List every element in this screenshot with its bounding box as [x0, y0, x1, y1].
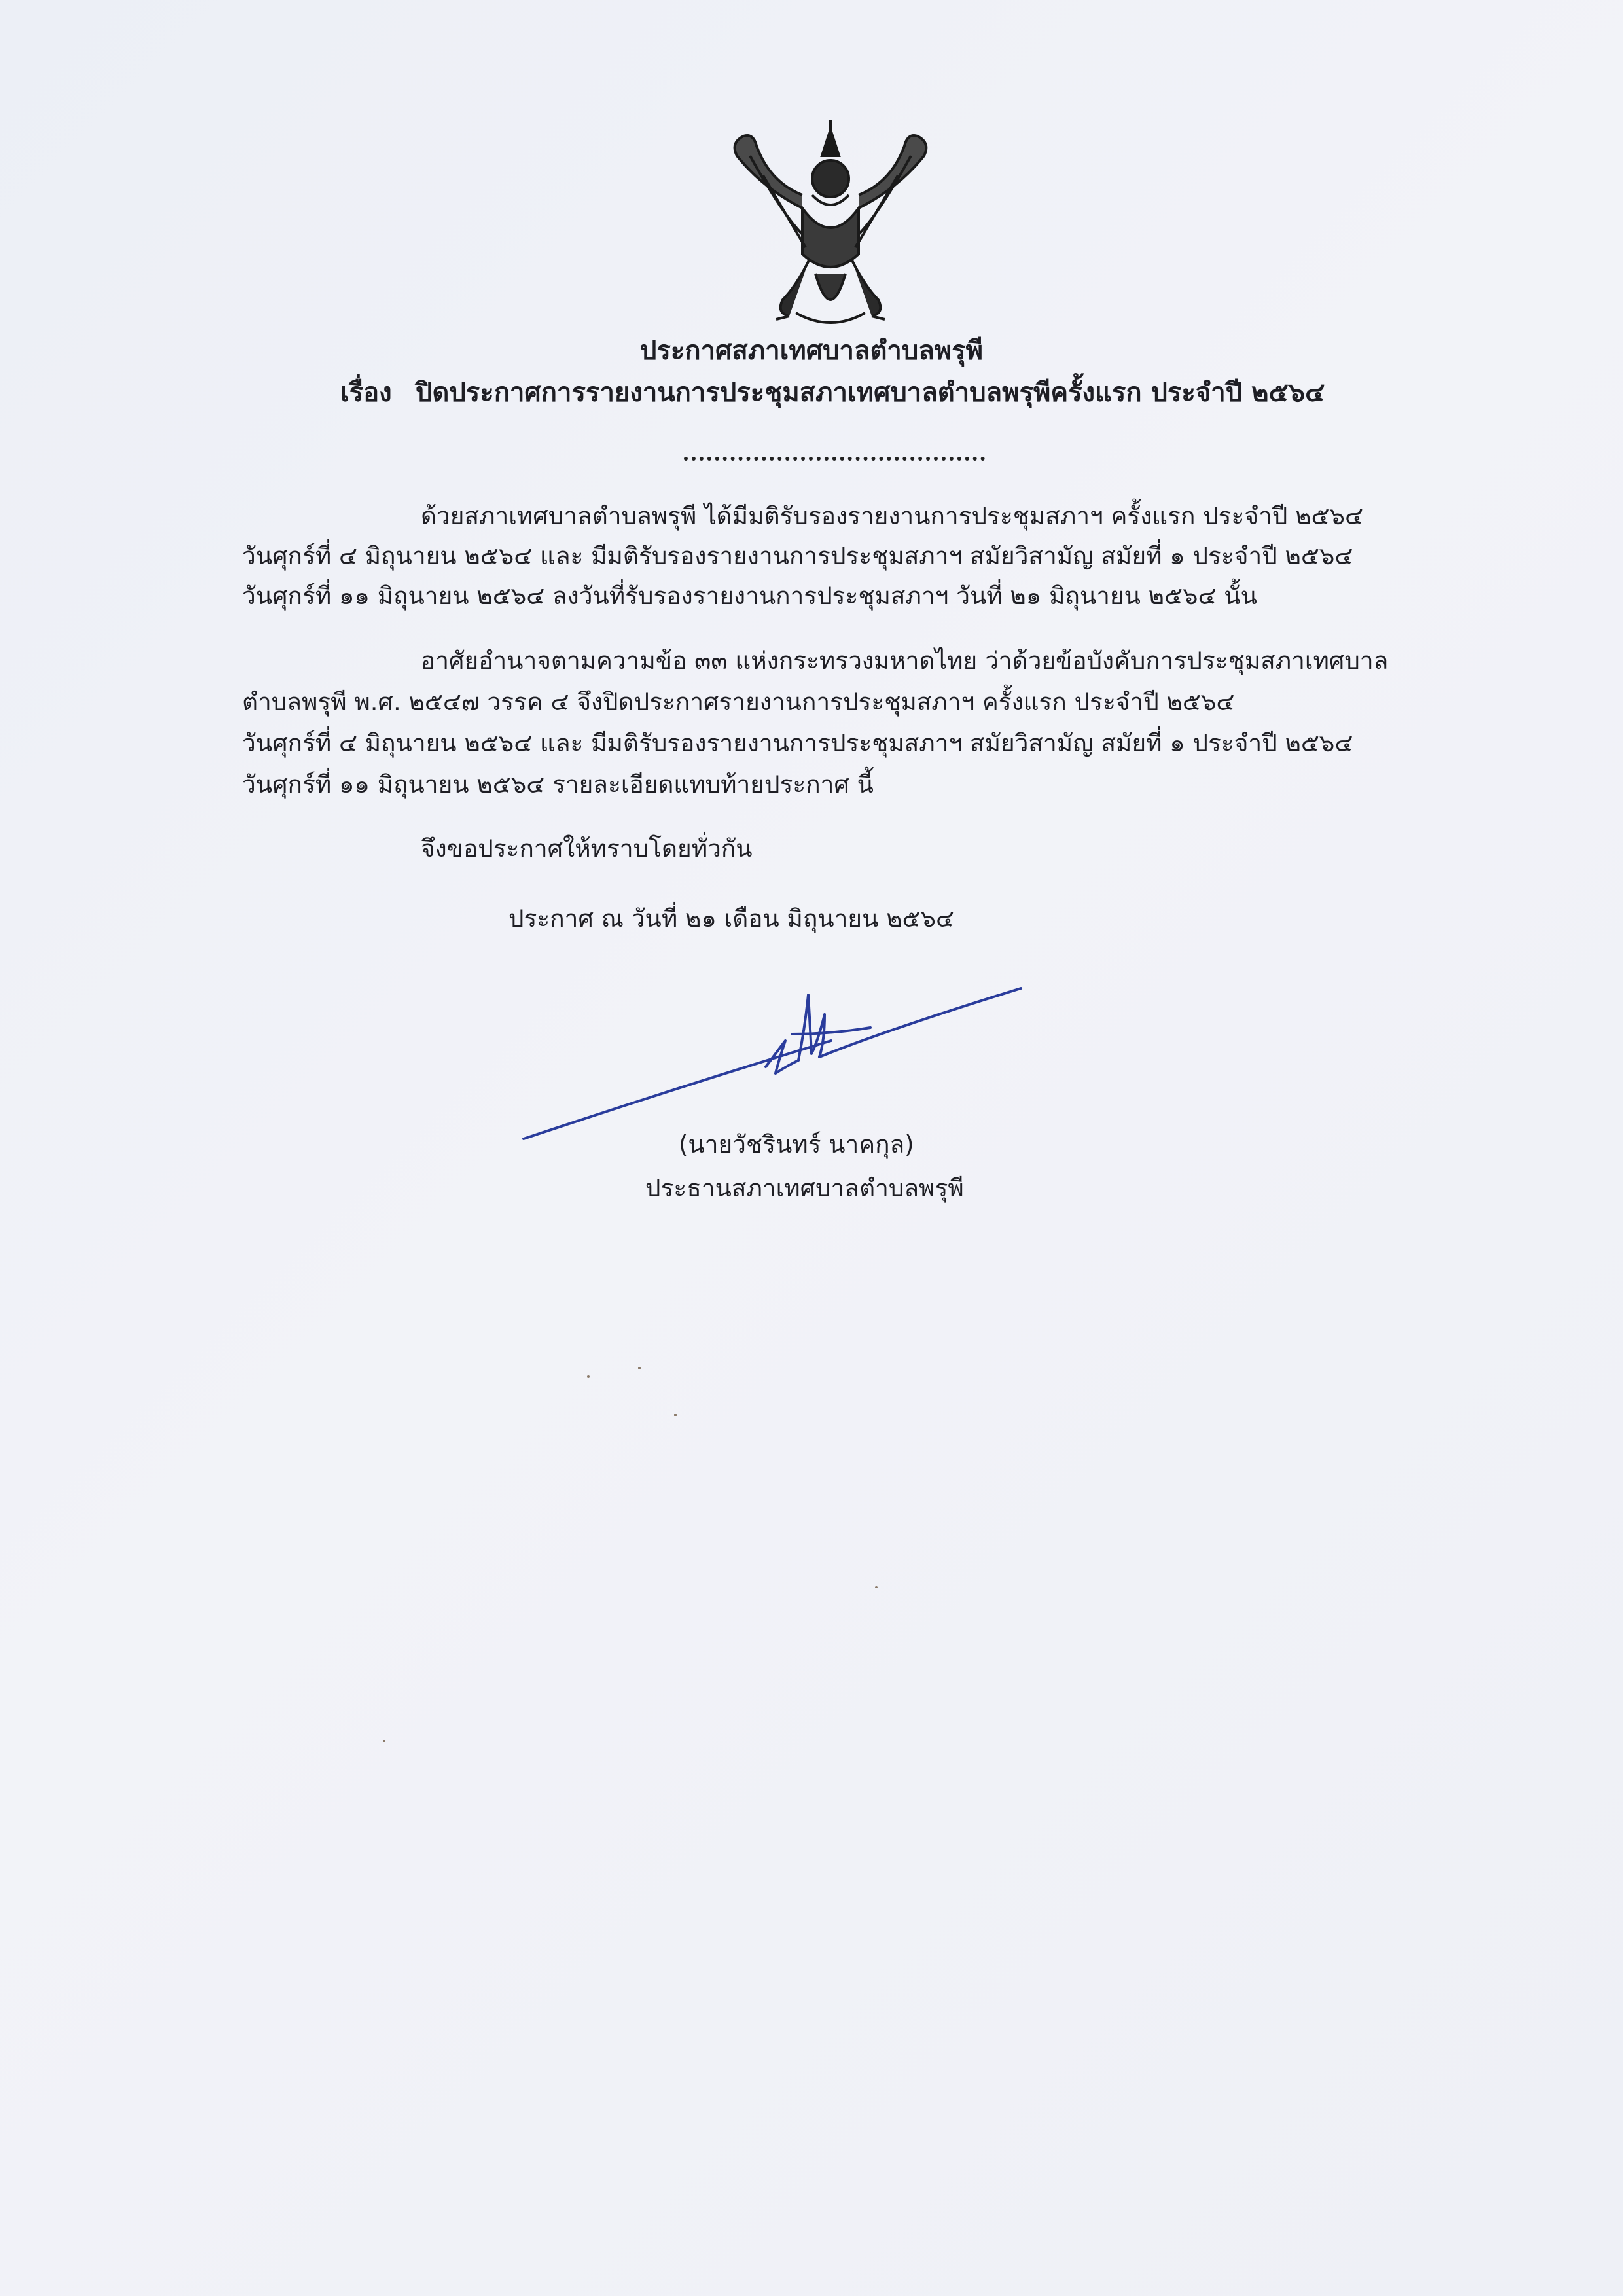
date-line: ประกาศ ณ วันที่ ๒๑ เดือน มิถุนายน ๒๕๖๔ — [508, 905, 955, 933]
paragraph1-line3: วันศุกร์ที่ ๑๑ มิถุนายน ๒๕๖๔ ลงวันที่รับรองรายงานการประชุมสภาฯ วันที่ ๒๑ มิถุนายน ๒๕๖๔ นั้น — [242, 582, 1257, 610]
signature — [517, 969, 1027, 1152]
scan-speck — [674, 1414, 677, 1416]
scan-speck — [875, 1586, 878, 1588]
paragraph1-line1: ด้วยสภาเทศบาลตำบลพรุพี ได้มีมติรับรองรายงานการประชุมสภาฯ ครั้งแรก ประจำปี ๒๕๖๔ — [421, 502, 1363, 530]
separator-dots — [684, 452, 985, 461]
paragraph1-line2: วันศุกร์ที่ ๔ มิถุนายน ๒๕๖๔ และ มีมติรับรองรายงานการประชุมสภาฯ สมัยวิสามัญ สมัยที่ ๑ ประจำปี ๒๕๖๔ — [242, 542, 1353, 570]
paragraph2-line3: วันศุกร์ที่ ๔ มิถุนายน ๒๕๖๔ และ มีมติรับรองรายงานการประชุมสภาฯ สมัยวิสามัญ สมัยที่ ๑ ประจำปี ๒๕๖๔ — [242, 729, 1353, 757]
scan-speck — [383, 1740, 385, 1742]
paragraph2-line2: ตำบลพรุพี พ.ศ. ๒๕๔๗ วรรค ๔ จึงปิดประกาศรายงานการประชุมสภาฯ ครั้งแรก ประจำปี ๒๕๖๔ — [242, 688, 1235, 716]
subject-row — [340, 374, 1325, 411]
scan-speck — [638, 1367, 641, 1369]
closing-text: จึงขอประกาศให้ทราบโดยทั่วกัน — [421, 834, 753, 863]
signatory-name: (นายวัชรินทร์ นาคกุล) — [679, 1130, 914, 1158]
subject-label: เรื่อง — [340, 378, 392, 408]
paragraph2-line1: อาศัยอำนาจตามความข้อ ๓๓ แห่งกระทรวงมหาดไทย ว่าด้วยข้อบังคับการประชุมสภาเทศบาล — [421, 647, 1389, 675]
announcement-title: ประกาศสภาเทศบาลตำบลพรุพี — [639, 336, 984, 366]
subject-text: ปิดประกาศการรายงานการประชุมสภาเทศบาลตำบลพรุพีครั้งแรก ประจำปี ๒๕๖๔ — [416, 378, 1325, 408]
garuda-emblem — [724, 117, 937, 332]
scan-speck — [587, 1375, 590, 1378]
paragraph2-line4: วันศุกร์ที่ ๑๑ มิถุนายน ๒๕๖๔ รายละเอียดแทบท้ายประกาศ นี้ — [242, 770, 874, 798]
signatory-position: ประธานสภาเทศบาลตำบลพรุพี — [645, 1174, 964, 1202]
